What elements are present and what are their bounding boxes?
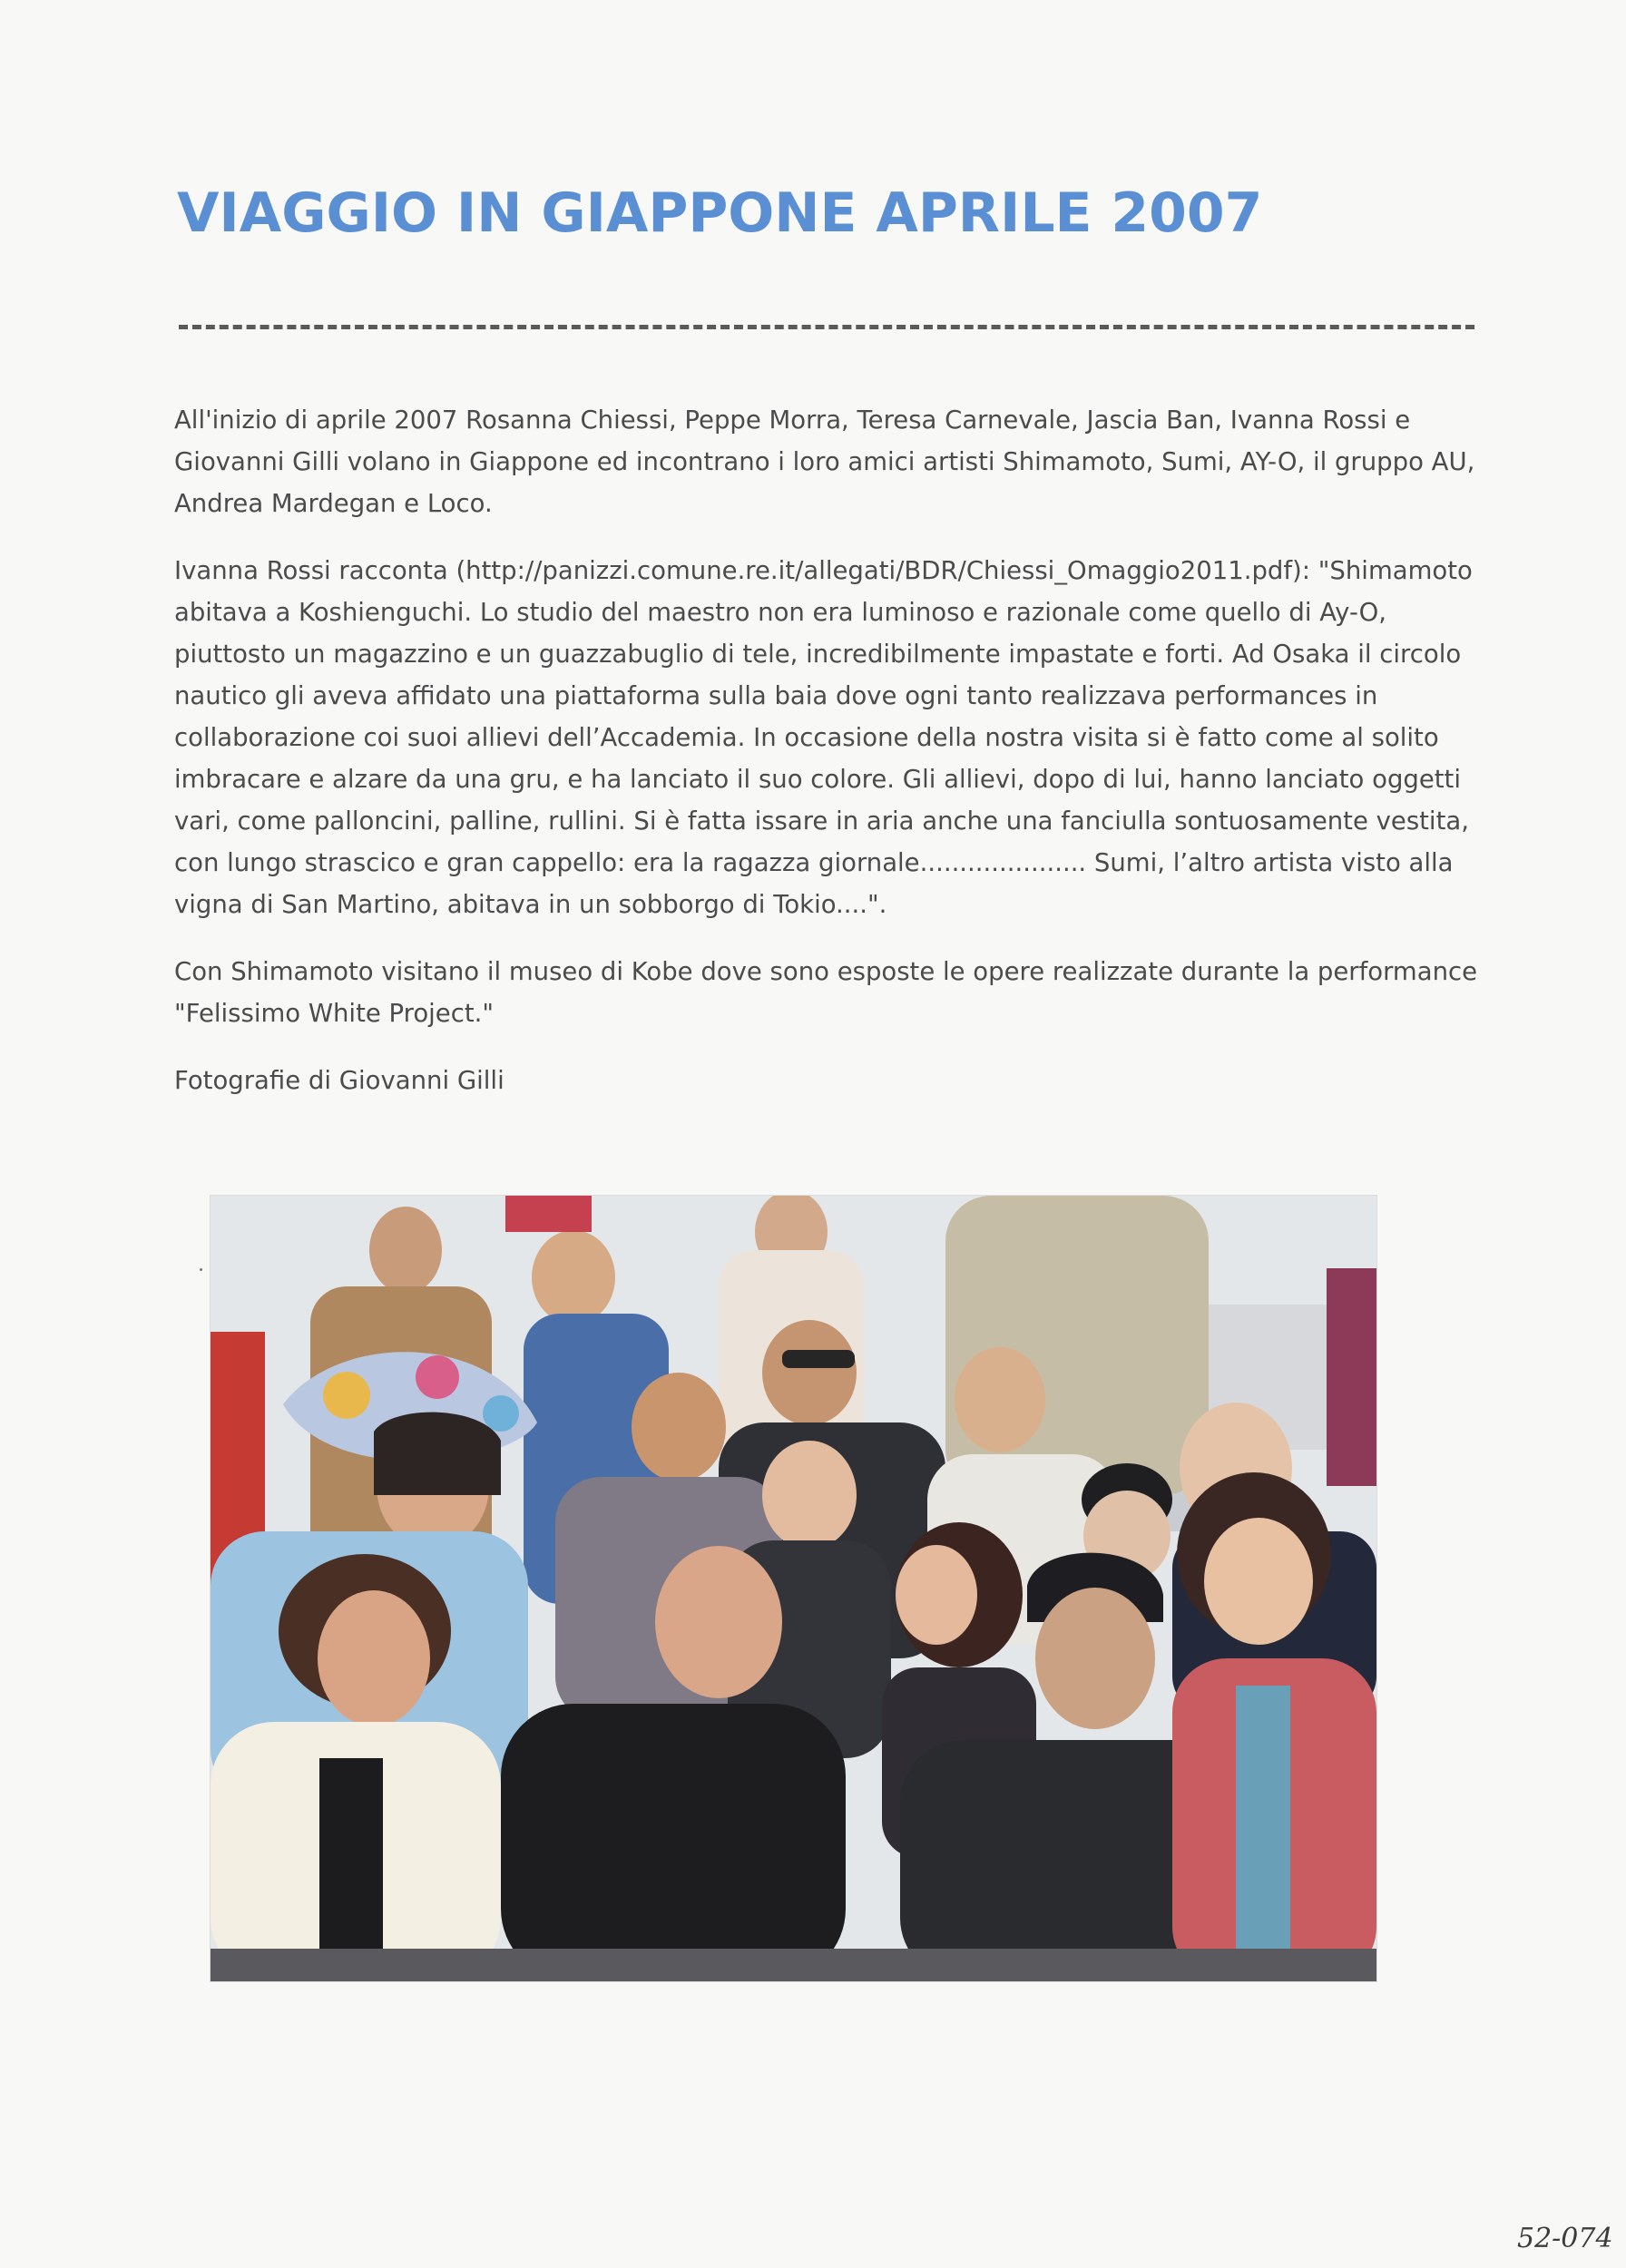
dashed-separator <box>179 325 1474 329</box>
body-text <box>174 399 1499 1127</box>
photo-credit: Fotografie di Giovanni Gilli <box>174 1066 504 1095</box>
page-number: 52-074 <box>1517 2223 1613 2254</box>
group-photo <box>211 1196 1376 1981</box>
page-title: VIAGGIO IN GIAPPONE APRILE 2007 <box>177 181 1263 245</box>
paragraph-quote: Ivanna Rossi racconta (http://panizzi.comune.re.it/allegati/BDR/Chiessi_Omaggio2011.pdf): "Shimamoto abitava a Koshienguchi. Lo studio del maestro non era luminoso e razionale come quello di Ay-O, piuttosto un magazzino e un guazzabuglio di tele, incredibilmente impastate e forti. Ad Osaka il circolo nautico gli aveva affidato una piattaforma sulla baia dove ogni tanto realizzava performances in collaborazione coi suoi allievi dell’Accademia. In occasione della nostra visita si è fatto come al solito imbracare e alzare da una gru, e ha lanciato il suo colore. Gli allievi, dopo di lui, hanno lanciato oggetti vari, come palloncini, palline, rullini. Si è fatta issare in aria anche una fanciulla sontuosamente vestita, con lungo strascico e gran cappello: era la ragazza giornale..................... Sumi, l’altro artista visto alla vigna di San Martino, abitava in un sobborgo di Tokio....". <box>174 556 1473 919</box>
paragraph-intro: All'inizio di aprile 2007 Rosanna Chiessi, Peppe Morra, Teresa Carnevale, Jascia Ban, Ivanna Rossi e Giovanni Gilli volano in Giappone ed incontrano i loro amici artisti Shimamoto, Sumi, AY-O, il gruppo AU, Andrea Mardegan e Loco. <box>174 406 1475 518</box>
scan-speck <box>200 1268 202 1271</box>
paragraph-museum: Con Shimamoto visitano il museo di Kobe dove sono esposte le opere realizzate durante la performance "Felissimo White Project." <box>174 957 1478 1028</box>
